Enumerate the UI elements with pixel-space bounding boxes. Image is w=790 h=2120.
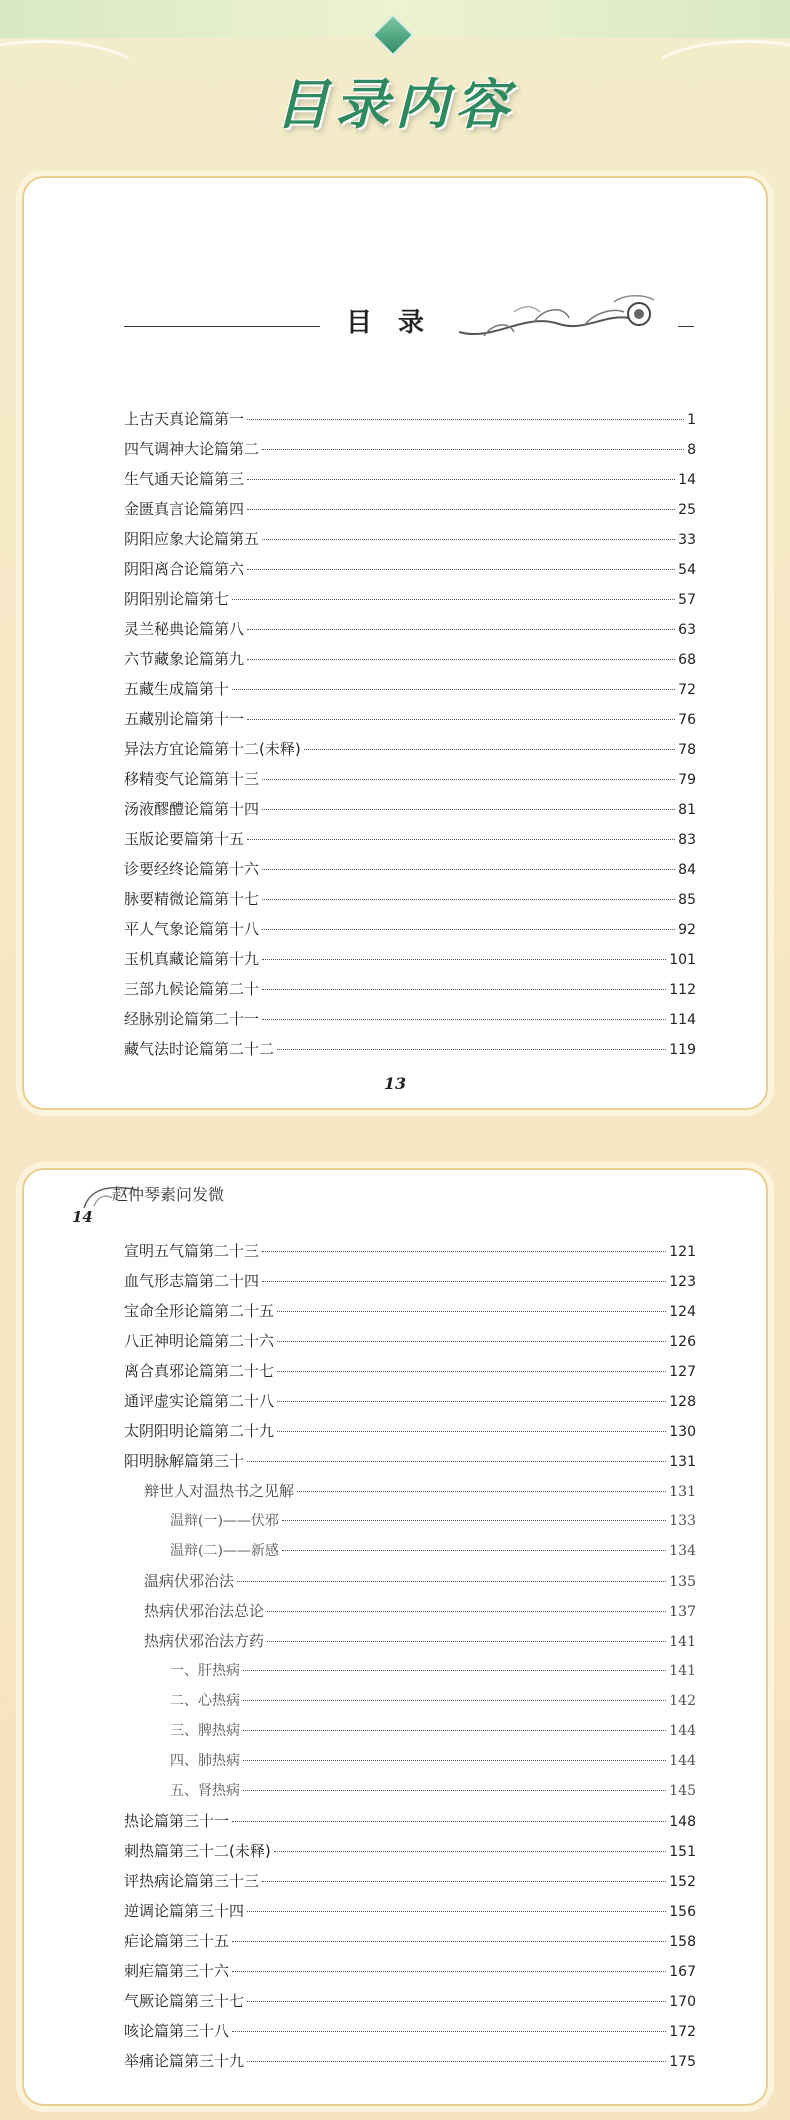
toc-entry-page: 101 bbox=[669, 952, 696, 968]
toc-entry bbox=[124, 1566, 696, 1596]
toc-entry bbox=[124, 1926, 696, 1956]
toc-entry bbox=[124, 1626, 696, 1656]
toc-page-14 bbox=[22, 1168, 768, 2106]
dot-leader bbox=[304, 749, 675, 750]
toc-entry-page: 72 bbox=[678, 682, 696, 698]
dot-leader bbox=[262, 809, 675, 810]
toc-entry-page: 119 bbox=[669, 1042, 696, 1058]
toc-entry bbox=[124, 1446, 696, 1476]
toc-entry-page: 25 bbox=[678, 502, 696, 518]
toc-entry-page: 83 bbox=[678, 832, 696, 848]
dot-leader bbox=[262, 1281, 666, 1282]
toc-entry-title: 刺疟篇第三十六 bbox=[124, 1962, 230, 1980]
dot-leader bbox=[277, 1431, 666, 1432]
toc-entry-page: 137 bbox=[669, 1604, 696, 1620]
toc-entry-title: 宝命全形论篇第二十五 bbox=[124, 1302, 275, 1320]
toc-entry-title: 宣明五气篇第二十三 bbox=[124, 1242, 260, 1260]
toc-entry-page: 81 bbox=[678, 802, 696, 818]
dot-leader bbox=[232, 599, 675, 600]
toc-entry-title: 灵兰秘典论篇第八 bbox=[124, 620, 245, 638]
toc-entry-title: 阴阳别论篇第七 bbox=[124, 590, 230, 608]
toc-entry-page: 114 bbox=[669, 1012, 696, 1028]
toc-entries bbox=[124, 404, 696, 1064]
dot-leader bbox=[247, 719, 675, 720]
toc-entry-title: 逆调论篇第三十四 bbox=[124, 1902, 245, 1920]
toc-entry-title: 太阴阳明论篇第二十九 bbox=[124, 1422, 275, 1440]
toc-entry bbox=[124, 974, 696, 1004]
toc-entry-page: 79 bbox=[678, 772, 696, 788]
toc-entry-title: 温病伏邪治法 bbox=[144, 1572, 235, 1590]
toc-entry bbox=[124, 404, 696, 434]
toc-entry bbox=[124, 1476, 696, 1506]
toc-entry-title: 辩世人对温热书之见解 bbox=[144, 1482, 295, 1500]
toc-entry-page: 141 bbox=[669, 1663, 696, 1679]
toc-entry bbox=[124, 1034, 696, 1064]
toc-entry-page: 145 bbox=[669, 1783, 696, 1799]
toc-entry bbox=[124, 1536, 696, 1566]
toc-entry-title: 生气通天论篇第三 bbox=[124, 470, 245, 488]
toc-entry-page: 172 bbox=[669, 2024, 696, 2040]
toc-entry-title: 温辩(二)——新感 bbox=[170, 1543, 279, 1559]
toc-entry-title: 阴阳离合论篇第六 bbox=[124, 560, 245, 578]
dot-leader bbox=[232, 2031, 666, 2032]
toc-entry-page: 8 bbox=[687, 442, 696, 458]
toc-entry-title: 玉机真藏论篇第十九 bbox=[124, 950, 260, 968]
toc-entry bbox=[124, 824, 696, 854]
toc-entry bbox=[124, 1416, 696, 1446]
toc-entry-page: 134 bbox=[669, 1543, 696, 1559]
dot-leader bbox=[247, 2061, 666, 2062]
dot-leader bbox=[277, 1049, 666, 1050]
toc-entry bbox=[124, 1596, 696, 1626]
toc-entry-title: 诊要经终论篇第十六 bbox=[124, 860, 260, 878]
dot-leader bbox=[247, 419, 684, 420]
heading-rule-right bbox=[678, 326, 694, 327]
toc-entry bbox=[124, 764, 696, 794]
toc-entry-title: 五藏生成篇第十 bbox=[124, 680, 230, 698]
toc-entry-title: 气厥论篇第三十七 bbox=[124, 1992, 245, 2010]
toc-entry bbox=[124, 1326, 696, 1356]
toc-entry-title: 温辩(一)——伏邪 bbox=[170, 1513, 279, 1529]
toc-entry bbox=[124, 1004, 696, 1034]
page-number: 14 bbox=[72, 1208, 93, 1226]
dot-leader bbox=[262, 869, 675, 870]
toc-entry-page: 76 bbox=[678, 712, 696, 728]
toc-entry-page: 112 bbox=[669, 982, 696, 998]
dot-leader bbox=[277, 1371, 666, 1372]
toc-entry-title: 五、肾热病 bbox=[170, 1783, 240, 1799]
toc-entry-page: 148 bbox=[669, 1814, 696, 1830]
toc-entry-title: 阳明脉解篇第三十 bbox=[124, 1452, 245, 1470]
toc-entry bbox=[124, 884, 696, 914]
toc-entry-title: 三、脾热病 bbox=[170, 1723, 240, 1739]
toc-entries bbox=[124, 1236, 696, 2076]
toc-entry-page: 14 bbox=[678, 472, 696, 488]
toc-entry bbox=[124, 944, 696, 974]
toc-entry-title: 举痛论篇第三十九 bbox=[124, 2052, 245, 2070]
toc-entry-page: 68 bbox=[678, 652, 696, 668]
toc-entry-page: 135 bbox=[669, 1574, 696, 1590]
dot-leader bbox=[274, 1851, 667, 1852]
toc-entry-title: 金匮真言论篇第四 bbox=[124, 500, 245, 518]
toc-entry bbox=[124, 1266, 696, 1296]
dot-leader bbox=[232, 1971, 666, 1972]
toc-entry bbox=[124, 674, 696, 704]
toc-entry-title: 阴阳应象大论篇第五 bbox=[124, 530, 260, 548]
toc-entry bbox=[124, 1296, 696, 1326]
dot-leader bbox=[297, 1491, 666, 1492]
toc-entry-title: 一、肝热病 bbox=[170, 1663, 240, 1679]
dot-leader bbox=[267, 1611, 666, 1612]
running-title: 赵仲琴素问发微 bbox=[112, 1185, 225, 1204]
toc-entry-page: 78 bbox=[678, 742, 696, 758]
dot-leader bbox=[277, 1401, 666, 1402]
toc-entry-page: 130 bbox=[669, 1424, 696, 1440]
dot-leader bbox=[277, 1341, 666, 1342]
dot-leader bbox=[232, 689, 675, 690]
toc-entry-title: 五藏别论篇第十一 bbox=[124, 710, 245, 728]
toc-entry bbox=[124, 1686, 696, 1716]
toc-entry-title: 上古天真论篇第一 bbox=[124, 410, 245, 428]
dot-leader bbox=[262, 959, 666, 960]
toc-entry-page: 131 bbox=[669, 1484, 696, 1500]
toc-entry-title: 疟论篇第三十五 bbox=[124, 1932, 230, 1950]
toc-heading-title: 目 录 bbox=[346, 308, 425, 338]
toc-entry bbox=[124, 1236, 696, 1266]
toc-entry bbox=[124, 1356, 696, 1386]
toc-entry-page: 158 bbox=[669, 1934, 696, 1950]
toc-entry-page: 85 bbox=[678, 892, 696, 908]
toc-entry-title: 四气调神大论篇第二 bbox=[124, 440, 260, 458]
dot-leader bbox=[267, 1641, 666, 1642]
toc-entry-title: 咳论篇第三十八 bbox=[124, 2022, 230, 2040]
heading-rule-left bbox=[124, 326, 320, 327]
toc-entry-title: 异法方宜论篇第十二(未释) bbox=[124, 740, 301, 758]
toc-entry-title: 热病伏邪治法方药 bbox=[144, 1632, 265, 1650]
toc-entry-title: 藏气法时论篇第二十二 bbox=[124, 1040, 275, 1058]
toc-entry-title: 通评虚实论篇第二十八 bbox=[124, 1392, 275, 1410]
toc-entry-page: 142 bbox=[669, 1693, 696, 1709]
dot-leader bbox=[282, 1550, 666, 1551]
toc-entry-page: 152 bbox=[669, 1874, 696, 1890]
dot-leader bbox=[243, 1700, 666, 1701]
toc-entry-page: 128 bbox=[669, 1394, 696, 1410]
toc-entry-title: 经脉别论篇第二十一 bbox=[124, 1010, 260, 1028]
dot-leader bbox=[262, 449, 684, 450]
toc-entry bbox=[124, 614, 696, 644]
dot-leader bbox=[262, 1251, 666, 1252]
toc-entry bbox=[124, 464, 696, 494]
toc-entry-title: 热病伏邪治法总论 bbox=[144, 1602, 265, 1620]
toc-entry-page: 131 bbox=[669, 1454, 696, 1470]
toc-entry-title: 刺热篇第三十二(未释) bbox=[124, 1842, 271, 1860]
toc-entry bbox=[124, 524, 696, 554]
toc-entry bbox=[124, 1716, 696, 1746]
toc-entry bbox=[124, 2046, 696, 2076]
dot-leader bbox=[247, 1461, 666, 1462]
toc-entry bbox=[124, 644, 696, 674]
toc-entry bbox=[124, 1806, 696, 1836]
toc-entry-title: 二、心热病 bbox=[170, 1693, 240, 1709]
toc-entry bbox=[124, 1956, 696, 1986]
toc-entry-page: 63 bbox=[678, 622, 696, 638]
toc-entry-page: 156 bbox=[669, 1904, 696, 1920]
toc-entry-title: 汤液醪醴论篇第十四 bbox=[124, 800, 260, 818]
dot-leader bbox=[243, 1670, 666, 1671]
toc-entry bbox=[124, 1746, 696, 1776]
toc-entry-page: 175 bbox=[669, 2054, 696, 2070]
toc-entry-title: 血气形志篇第二十四 bbox=[124, 1272, 260, 1290]
toc-entry-title: 移精变气论篇第十三 bbox=[124, 770, 260, 788]
toc-entry-page: 167 bbox=[669, 1964, 696, 1980]
toc-entry bbox=[124, 554, 696, 584]
toc-entry-title: 平人气象论篇第十八 bbox=[124, 920, 260, 938]
toc-entry-page: 133 bbox=[669, 1513, 696, 1529]
toc-entry-page: 144 bbox=[669, 1753, 696, 1769]
toc-entry-page: 141 bbox=[669, 1634, 696, 1650]
dot-leader bbox=[243, 1790, 666, 1791]
toc-entry-title: 玉版论要篇第十五 bbox=[124, 830, 245, 848]
toc-entry bbox=[124, 1896, 696, 1926]
dot-leader bbox=[243, 1760, 666, 1761]
toc-entry bbox=[124, 2016, 696, 2046]
toc-entry-page: 92 bbox=[678, 922, 696, 938]
toc-entry bbox=[124, 794, 696, 824]
dot-leader bbox=[247, 2001, 666, 2002]
toc-entry-page: 1 bbox=[687, 412, 696, 428]
dot-leader bbox=[237, 1581, 666, 1582]
toc-entry bbox=[124, 854, 696, 884]
toc-entry bbox=[124, 1836, 696, 1866]
toc-entry bbox=[124, 914, 696, 944]
page-number: 13 bbox=[383, 1074, 407, 1093]
banner-title: 目录内容 bbox=[275, 72, 515, 136]
dot-leader bbox=[247, 629, 675, 630]
dot-leader bbox=[232, 1941, 666, 1942]
toc-entry-title: 三部九候论篇第二十 bbox=[124, 980, 260, 998]
dot-leader bbox=[247, 509, 675, 510]
toc-entry bbox=[124, 1506, 696, 1536]
toc-heading bbox=[124, 300, 694, 350]
toc-entry bbox=[124, 1986, 696, 2016]
dot-leader bbox=[262, 779, 675, 780]
toc-entry bbox=[124, 704, 696, 734]
toc-entry-title: 四、肺热病 bbox=[170, 1753, 240, 1769]
dot-leader bbox=[247, 659, 675, 660]
toc-entry-page: 33 bbox=[678, 532, 696, 548]
toc-entry bbox=[124, 584, 696, 614]
toc-entry-title: 八正神明论篇第二十六 bbox=[124, 1332, 275, 1350]
dot-leader bbox=[262, 1019, 666, 1020]
toc-entry-page: 54 bbox=[678, 562, 696, 578]
dot-leader bbox=[262, 989, 666, 990]
toc-entry bbox=[124, 1866, 696, 1896]
toc-entry-title: 评热病论篇第三十三 bbox=[124, 1872, 260, 1890]
toc-entry-title: 六节藏象论篇第九 bbox=[124, 650, 245, 668]
toc-entry-page: 124 bbox=[669, 1304, 696, 1320]
dot-leader bbox=[262, 1881, 666, 1882]
toc-page-13 bbox=[22, 176, 768, 1110]
toc-entry bbox=[124, 1656, 696, 1686]
dot-leader bbox=[247, 479, 675, 480]
toc-entry-title: 热论篇第三十一 bbox=[124, 1812, 230, 1830]
toc-entry-page: 144 bbox=[669, 1723, 696, 1739]
floral-ornament-icon bbox=[454, 292, 674, 348]
dot-leader bbox=[262, 539, 675, 540]
toc-entry bbox=[124, 434, 696, 464]
toc-entry-page: 170 bbox=[669, 1994, 696, 2010]
toc-entry-page: 126 bbox=[669, 1334, 696, 1350]
toc-entry bbox=[124, 1776, 696, 1806]
toc-entry-page: 151 bbox=[669, 1844, 696, 1860]
dot-leader bbox=[247, 839, 675, 840]
dot-leader bbox=[277, 1311, 666, 1312]
dot-leader bbox=[232, 1821, 666, 1822]
toc-entry-title: 脉要精微论篇第十七 bbox=[124, 890, 260, 908]
toc-entry-title: 离合真邪论篇第二十七 bbox=[124, 1362, 275, 1380]
toc-entry-page: 57 bbox=[678, 592, 696, 608]
dot-leader bbox=[243, 1730, 666, 1731]
dot-leader bbox=[282, 1520, 666, 1521]
toc-entry-page: 127 bbox=[669, 1364, 696, 1380]
toc-entry-page: 84 bbox=[678, 862, 696, 878]
dot-leader bbox=[247, 1911, 666, 1912]
toc-entry bbox=[124, 494, 696, 524]
toc-entry bbox=[124, 734, 696, 764]
dot-leader bbox=[262, 929, 675, 930]
dot-leader bbox=[247, 569, 675, 570]
toc-entry bbox=[124, 1386, 696, 1416]
toc-entry-page: 123 bbox=[669, 1274, 696, 1290]
toc-entry-page: 121 bbox=[669, 1244, 696, 1260]
dot-leader bbox=[262, 899, 675, 900]
